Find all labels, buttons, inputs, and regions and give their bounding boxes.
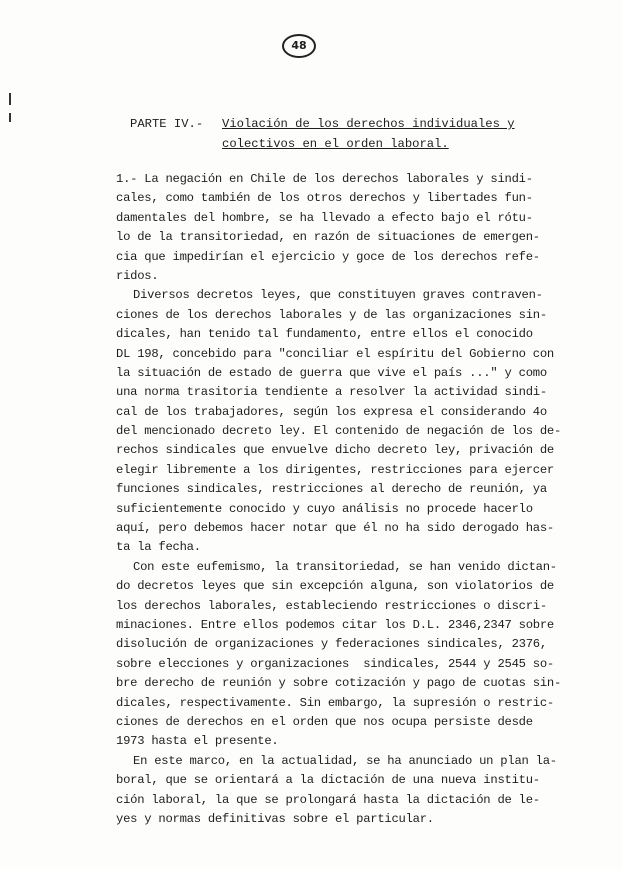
text-line: damentales del hombre, se ha llevado a efecto bajo el rótu- — [116, 210, 533, 225]
text-line: una norma trasitoria tendiente a resolver la actividad sindi- — [116, 385, 547, 400]
section-title: Violación de los derechos individuales y — [222, 117, 515, 131]
text-line: ridos. — [116, 268, 159, 283]
text-line: ta la fecha. — [116, 540, 201, 555]
text-line: Con este eufemismo, la transitoriedad, se han venido dictan- — [133, 559, 557, 574]
text-line: elegir libremente a los dirigentes, restricciones para ejercer — [116, 462, 554, 477]
page-number: 48 — [282, 34, 316, 58]
text-line: cales, como también de los otros derechos y libertades fun- — [116, 191, 533, 206]
section-subtitle: colectivos en el orden laboral. — [222, 137, 449, 151]
text-line: boral, que se orientará a la dictación de una nueva institu- — [116, 773, 540, 788]
text-line: DL 198, concebido para "conciliar el espíritu del Gobierno con — [116, 346, 554, 361]
text-line: aquí, pero debemos hacer notar que él no ha sido derogado has- — [116, 521, 554, 536]
text-line: cia que impedirían el ejercicio y goce de los derechos refe- — [116, 249, 540, 264]
text-line: lo de la transitoriedad, en razón de situaciones de emergen- — [116, 230, 540, 245]
text-line: 1973 hasta el presente. — [116, 734, 279, 749]
text-line: En este marco, en la actualidad, se ha anunciado un plan la- — [133, 753, 557, 768]
text-line: del mencionado decreto ley. El contenido de negación de los de- — [116, 424, 562, 439]
text-line: dicales, respectivamente. Sin embargo, la supresión o restric- — [116, 695, 554, 710]
text-line: disolución de organizaciones y federaciones sindicales, 2376, — [116, 637, 547, 652]
body-text — [116, 170, 562, 829]
text-line: rechos sindicales que envuelve dicho decreto ley, privación de — [116, 443, 554, 458]
text-line: los derechos laborales, estableciendo restricciones o discri- — [116, 598, 547, 613]
text-line: yes y normas definitivas sobre el particular. — [116, 811, 434, 826]
text-line: sobre elecciones y organizaciones sindicales, 2544 y 2545 so- — [116, 656, 554, 671]
text-line: 1.- La negación en Chile de los derechos laborales y sindi- — [116, 172, 533, 186]
text-line: minaciones. Entre ellos podemos citar los D.L. 2346,2347 sobre — [116, 617, 554, 632]
section-heading — [130, 114, 515, 151]
margin-mark — [9, 93, 11, 105]
text-line: funciones sindicales, restricciones al derecho de reunión, ya — [116, 482, 547, 497]
margin-mark — [9, 113, 11, 122]
text-line: ciones de derechos en el orden que nos ocupa persiste desde — [116, 714, 533, 729]
text-line: cal de los trabajadores, según los expresa el considerando 4o — [116, 404, 547, 419]
text-line: la situación de estado de guerra que vive el país ..." y como — [116, 365, 547, 380]
text-line: ciones de los derechos laborales y de las organizaciones sin- — [116, 307, 547, 322]
text-line: Diversos decretos leyes, que constituyen graves contraven- — [133, 288, 543, 303]
text-line: dicales, han tenido tal fundamento, entre ellos el conocido — [116, 327, 533, 342]
text-line: ción laboral, la que se prolongará hasta la dictación de le- — [116, 792, 540, 807]
text-line: do decretos leyes que sin excepción alguna, son violatorios de — [116, 579, 554, 594]
text-line: bre derecho de reunión y sobre cotización y pago de cuotas sin- — [116, 676, 562, 691]
text-line: suficientemente conocido y cuyo análisis no procede hacerlo — [116, 501, 533, 516]
part-label: PARTE IV.- — [130, 117, 204, 131]
